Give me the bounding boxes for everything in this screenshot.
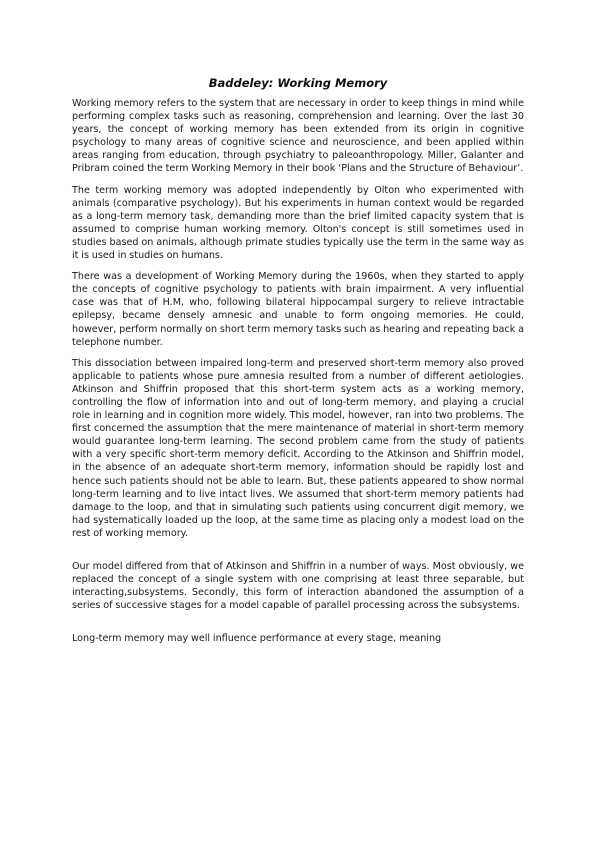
paragraph-2: The term working memory was adopted independently by Olton who experimented with animals (comparative psychology). But his experiments in human context would be regarded as a long-term memory task, demanding more than the brief limited capacity system that is assumed to comprise human working memory. Olton's concept is still sometimes used in studies based on animals, although primate studies typically use the term in the same way as it is used in studies on humans. bbox=[72, 184, 524, 262]
paragraph-1: Working memory refers to the system that are necessary in order to keep things in mind while performing complex tasks such as reasoning, comprehension and learning. Over the last 30 years, the concept of working memory has been extended from its origin in cognitive psychology to many areas of cognitive science and neuroscience, and been applied within areas ranging from education, through psychiatry to paleoanthropology. Miller, Galanter and Pribram coined the term Working Memory in their book ‘Plans and the Structure of Behaviour’. bbox=[72, 98, 524, 175]
document-title: Baddeley: Working Memory bbox=[208, 76, 388, 90]
paragraph-spacer bbox=[72, 548, 524, 560]
document-body bbox=[72, 76, 524, 653]
paragraph-spacer bbox=[72, 620, 524, 632]
paragraph-3: There was a development of Working Memory during the 1960s, when they started to apply the concepts of cognitive psychology to patients with brain impairment. A very influential case was that of H.M, who, following bilateral hippocampal surgery to relieve intractable epilepsy, became densely amnesic and unable to form ongoing memories. He could, however, perform normally on short term memory tasks such as hearing and repeating back a telephone number. bbox=[72, 271, 524, 348]
paragraph-5: Our model differed from that of Atkinson and Shiffrin in a number of ways. Most obviously, we replaced the concept of a single system with one comprising at least three separable, but interacting,subsystems. Secondly, this form of interaction abandoned the assumption of a series of successive stages for a model capable of parallel processing across the subsystems. bbox=[72, 561, 524, 612]
paragraph-6: Long-term memory may well influence performance at every stage, meaning bbox=[72, 633, 442, 645]
paragraph-4: This dissociation between impaired long-term and preserved short-term memory also proved applicable to patients whose pure amnesia resulted from a number of different aetiologies. Atkinson and Shiffrin proposed that this short-term system acts as a working memory, controlling the flow of information into and out of long-term memory, and playing a crucial role in learning and in cognition more widely. This model, however, ran into two problems. The first concerned the assumption that the mere maintenance of material in short-term memory would guarantee long-term learning. The second problem came from the study of patients with a very specific short-term memory deficit. According to the Atkinson and Shiffrin model, in the absence of an adequate short-term memory, information should be rapidly lost and hence such patients should not be able to learn. But, these patients appeared to show normal long-term learning and to live intact lives. We assumed that short-term memory patients had damage to the loop, and that in simulating such patients using concurrent digit memory, we had systematically loaded up the loop, at the same time as placing only a modest load on the rest of working memory. bbox=[72, 357, 524, 539]
